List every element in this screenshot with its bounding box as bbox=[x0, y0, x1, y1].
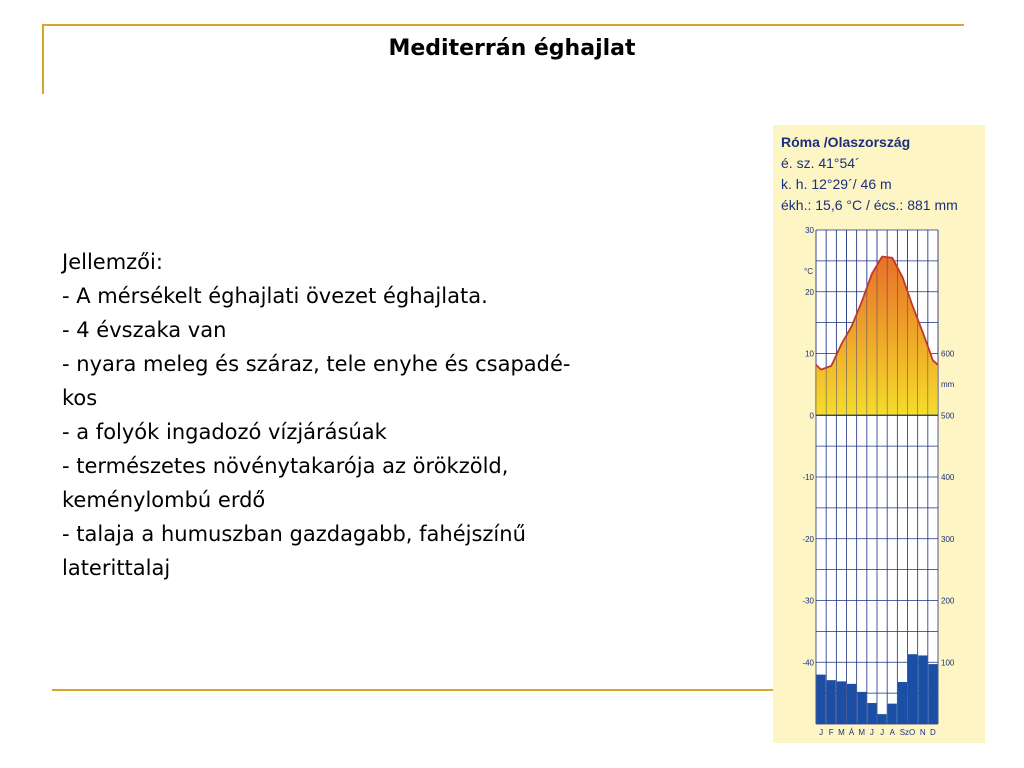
x-tick-label: J bbox=[819, 728, 824, 737]
body-line: - 4 évszaka van bbox=[62, 318, 227, 342]
right-tick-label: 500 bbox=[941, 411, 955, 421]
right-tick-label: 300 bbox=[941, 534, 955, 544]
precipitation-bar-4 bbox=[847, 684, 856, 724]
body-line: - a folyók ingadozó vízjárásúak bbox=[62, 420, 387, 444]
left-tick-label: 0 bbox=[809, 411, 814, 421]
right-tick-label: 100 bbox=[941, 658, 955, 668]
x-tick-label: N bbox=[919, 728, 926, 737]
precipitation-bar-8 bbox=[888, 704, 897, 724]
precipitation-bar-12 bbox=[928, 664, 937, 724]
precipitation-bar-5 bbox=[857, 692, 866, 724]
x-tick-label: M bbox=[858, 728, 866, 737]
right-tick-label: 600 bbox=[941, 349, 955, 359]
x-tick-label: SzO bbox=[899, 728, 916, 737]
left-tick-label: 30 bbox=[805, 226, 814, 235]
slide-title: Mediterrán éghajlat bbox=[388, 36, 636, 61]
bottom-rule bbox=[52, 689, 774, 691]
left-tick-label: 20 bbox=[805, 287, 814, 297]
precipitation-bar-11 bbox=[918, 655, 927, 724]
right-tick-label: 200 bbox=[941, 596, 955, 606]
body-line: - nyara meleg és száraz, tele enyhe és csapadé- bbox=[62, 352, 571, 376]
climate-chart bbox=[773, 125, 985, 743]
precipitation-bar-9 bbox=[898, 682, 907, 724]
precipitation-bar-6 bbox=[867, 703, 876, 724]
body-line: - talaja a humuszban gazdagabb, fahéjszínű bbox=[62, 522, 526, 546]
top-rule bbox=[42, 24, 964, 26]
precipitation-bar-7 bbox=[878, 714, 887, 724]
precipitation-bar-1 bbox=[817, 675, 826, 724]
x-tick-label: D bbox=[930, 728, 936, 737]
climate-annual: ékh.: 15,6 °C / écs.: 881 mm bbox=[781, 197, 958, 213]
left-tick-label: -30 bbox=[802, 596, 814, 606]
left-tick-label: 10 bbox=[805, 349, 814, 359]
climate-longitude: k. h. 12°29´/ 46 m bbox=[781, 176, 892, 192]
climate-diagram-panel bbox=[773, 125, 985, 743]
left-tick-label: -10 bbox=[802, 473, 814, 482]
body-line: kos bbox=[62, 386, 98, 410]
climate-latitude: é. sz. 41°54´ bbox=[781, 155, 860, 171]
body-line: - A mérsékelt éghajlati övezet éghajlata. bbox=[62, 284, 488, 308]
body-line: keménylombú erdő bbox=[62, 488, 266, 512]
x-tick-label: F bbox=[828, 728, 834, 737]
climate-place: Róma /Olaszország bbox=[781, 134, 911, 150]
body-line: laterittalaj bbox=[62, 556, 171, 580]
left-tick-label: -20 bbox=[802, 534, 814, 544]
left-tick-label: -40 bbox=[802, 658, 814, 668]
x-tick-label: Á bbox=[848, 728, 855, 737]
right-tick-label: 400 bbox=[941, 473, 955, 482]
body-line: - természetes növénytakarója az örökzöld, bbox=[62, 454, 509, 478]
slide-body bbox=[62, 245, 762, 585]
precipitation-bar-3 bbox=[837, 681, 846, 724]
x-tick-label: A bbox=[889, 728, 895, 737]
x-tick-label: J bbox=[880, 728, 885, 737]
precipitation-bar-10 bbox=[908, 654, 917, 724]
right-axis-unit: mm bbox=[941, 380, 955, 389]
left-axis-unit: °C bbox=[804, 267, 813, 276]
precipitation-bar-2 bbox=[827, 680, 836, 724]
body-line-heading: Jellemzői: bbox=[62, 250, 163, 274]
x-tick-label: J bbox=[869, 728, 874, 737]
x-tick-label: M bbox=[838, 728, 845, 737]
